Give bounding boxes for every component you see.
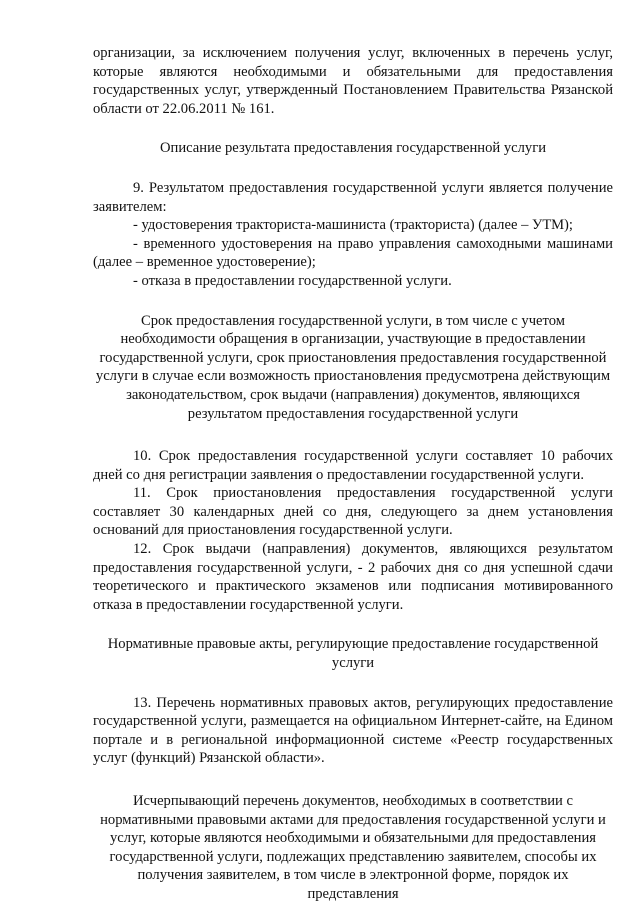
- heading-term: Срок предоставления государственной услуги, в том числе с учетом необходимости обращения в организации, участвующие в предоставлении государственной услуги, срок приостановления предоставления государственной услуги в случае если возможность приостановления предусмотрена действующим законодательством, срок выдачи (направления) документов, являющихся результатом предоставления государственной услуги: [95, 312, 611, 422]
- item-9-bullet-1: - удостоверения тракториста-машиниста (тракториста) (далее – УТМ);: [133, 217, 573, 234]
- item-10: 10. Срок предоставления государственной услуги составляет 10 рабочих дней со дня регистрации заявления о предоставлении государственной услуги.: [93, 448, 613, 483]
- item-9-bullet-2: - временного удостоверения на право управления самоходными машинами (далее – временное удостоверение);: [93, 235, 613, 271]
- item-11: 11. Срок приостановления предоставления государственной услуги составляет 30 календарных дней со дня, следующего за днем установления оснований для приостановления государственной услуги.: [93, 485, 613, 539]
- heading-result: Описание результата предоставления государственной услуги: [159, 140, 547, 157]
- item-9-intro: 9. Результатом предоставления государственной услуги является получение заявителем:: [93, 179, 613, 215]
- intro-paragraph: организации, за исключением получения услуг, включенных в перечень услуг, которые являются необходимыми и обязательными для предоставления государственных услуг, утвержденный Постановлением Правительства Рязанской области от 22.06.2011 № 161.: [93, 45, 613, 117]
- item-13: 13. Перечень нормативных правовых актов, регулирующих предоставление государственной услуги, размещается на официальном Интернет-сайте, на Едином портале и в региональной информационной системе «Реестр государственных услуг (функций) Рязанской области».: [93, 694, 613, 767]
- item-9-bullet-3: - отказа в предоставлении государственной услуги.: [133, 272, 452, 289]
- document-page: [93, 44, 613, 904]
- heading-docs: Исчерпывающий перечень документов, необходимых в соответствии с нормативными правовыми актами для предоставления государственной услуги и услуг, которые являются необходимыми и обязательными для предоставления государственной услуги, подлежащих представлению заявителем, способы их получения заявителем, в том числе в электронной форме, порядок их представления: [100, 793, 606, 902]
- heading-acts: Нормативные правовые акты, регулирующие предоставление государственной услуги: [107, 636, 599, 672]
- item-12: 12. Срок выдачи (направления) документов, являющихся результатом предоставления государственной услуги, - 2 рабочих дня со дня успешной сдачи теоретического и практического экзаменов или подписания мотивированного отказа в предоставлении государственной услуги.: [93, 541, 613, 613]
